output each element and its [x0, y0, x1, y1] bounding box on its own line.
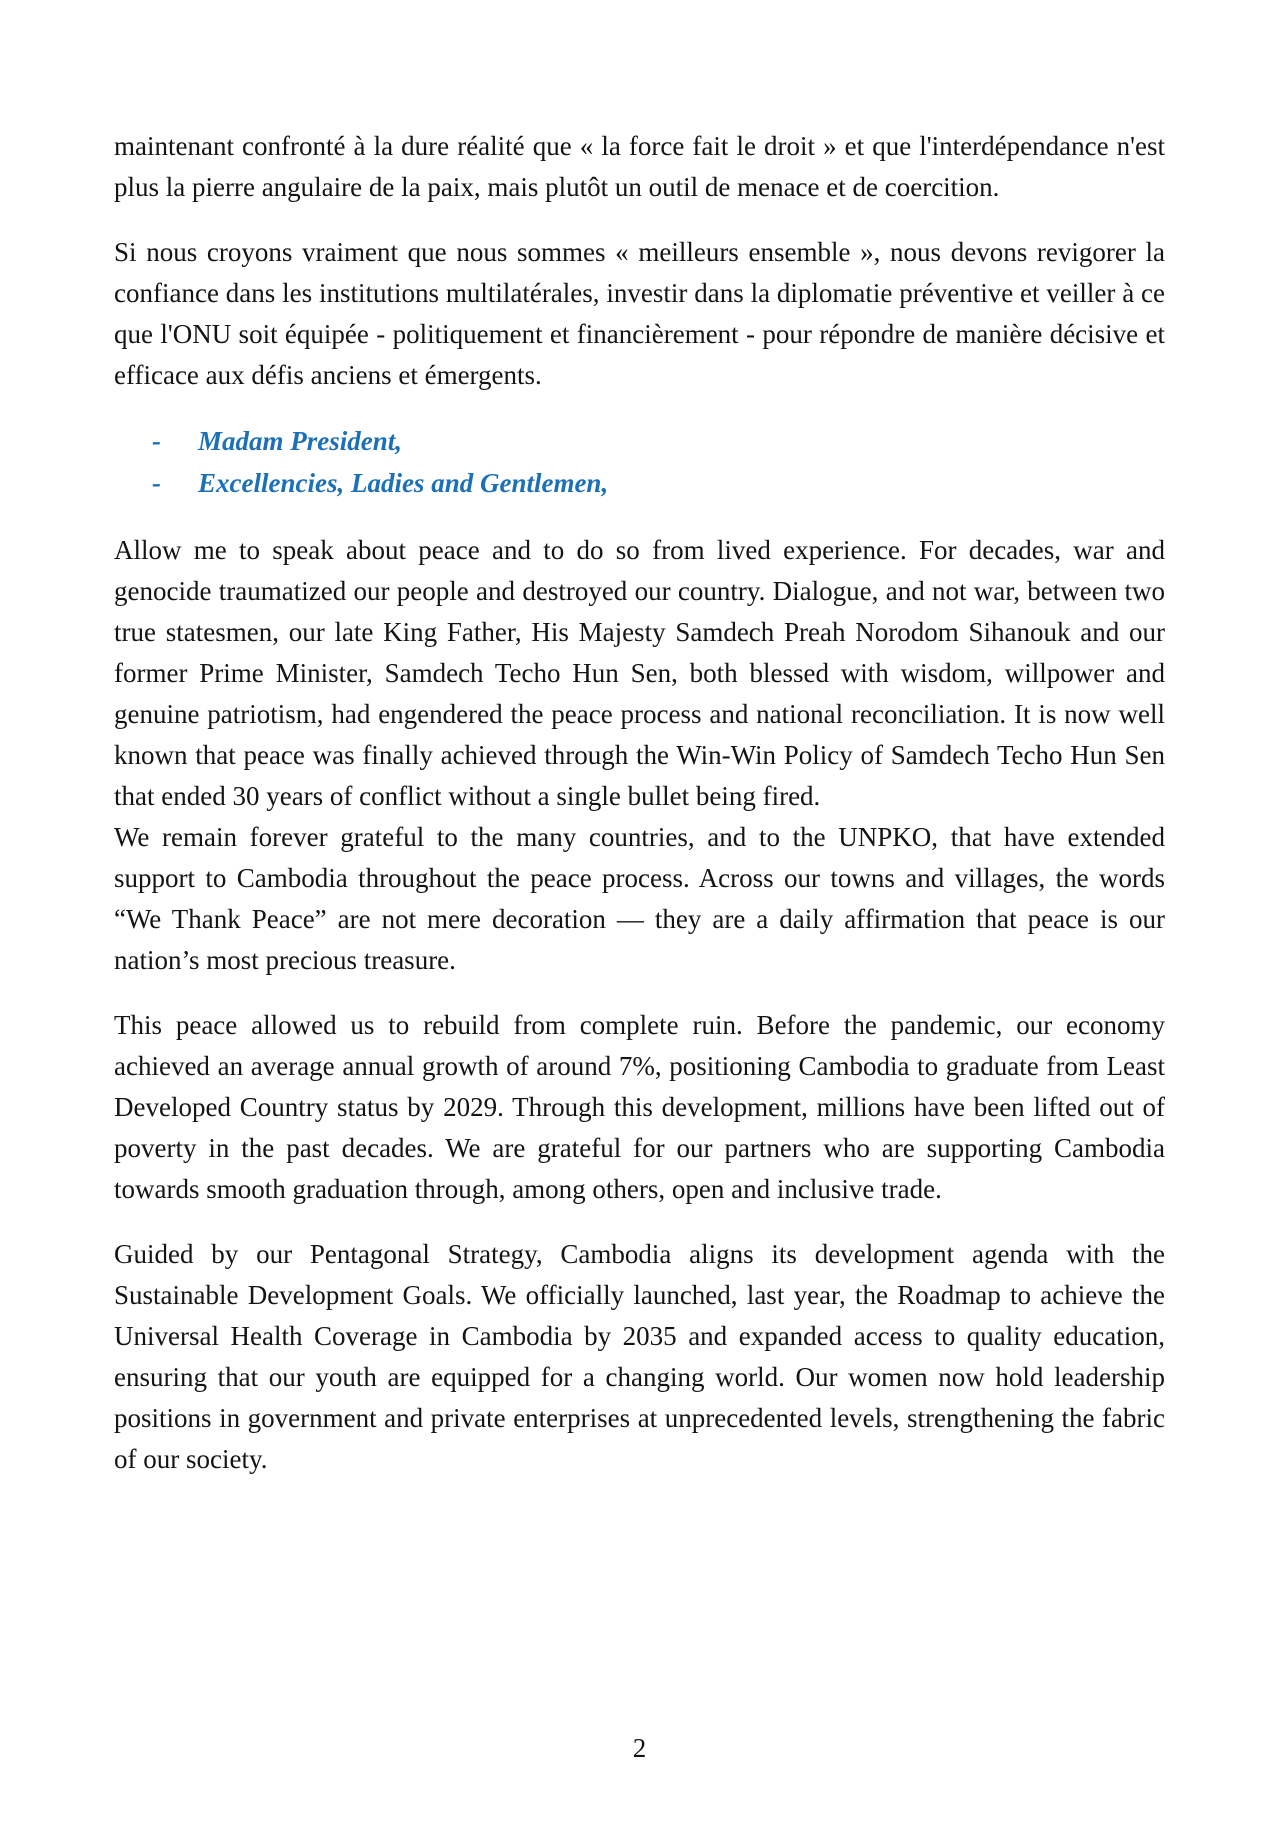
list-dash: - [152, 426, 161, 456]
paragraph-peace-lived-experience: Allow me to speak about peace and to do so from lived experience. For decades, war and genocide traumatized our people and destroyed our country. Dialogue, and not war, between two true statesmen, our late King Father, His Majesty Samdech Preah Norodom Sihanouk and our former Prime Minister, Samdech Techo Hun Sen, both blessed with wisdom, willpower and genuine patriotism, had engendered the peace process and national reconciliation. It is now well known that peace was finally achieved through the Win-Win Policy of Samdech Techo Hun Sen that ended 30 years of conflict without a single bullet being fired. [114, 535, 1165, 811]
page-number: 2 [632, 1733, 647, 1763]
salutation-text: Madam President, [198, 426, 403, 456]
salutation-madam-president [152, 420, 1165, 462]
salutation-excellencies [152, 462, 1165, 504]
salutation-list [114, 420, 1165, 504]
list-dash: - [152, 468, 161, 498]
paragraph-french-multilateralism: Si nous croyons vraiment que nous sommes « meilleurs ensemble », nous devons revigorer la confiance dans les institutions multilatérales, investir dans la diplomatie préventive et veiller à ce que l'ONU soit équipée - politiquement et financièrement - pour répondre de manière décisive et efficace aux défis anciens et émergents. [114, 237, 1165, 390]
salutation-text: Excellencies, Ladies and Gentlemen, [198, 468, 609, 498]
paragraph-grateful-unpko: We remain forever grateful to the many countries, and to the UNPKO, that have extended support to Cambodia throughout the peace process. Across our towns and villages, the words “We Thank Peace” are not mere decoration — they are a daily affirmation that peace is our nation’s most precious treasure. [114, 822, 1165, 975]
paragraph-economy-rebuild: This peace allowed us to rebuild from complete ruin. Before the pandemic, our economy achieved an average annual growth of around 7%, positioning Cambodia to graduate from Least Developed Country status by 2029. Through this development, millions have been lifted out of poverty in the past decades. We are grateful for our partners who are supporting Cambodia towards smooth graduation through, among others, open and inclusive trade. [114, 1010, 1165, 1204]
paragraph-french-continuation: maintenant confronté à la dure réalité que « la force fait le droit » et que l'interdépendance n'est plus la pierre angulaire de la paix, mais plutôt un outil de menace et de coercition. [114, 131, 1165, 202]
paragraph-pentagonal-strategy: Guided by our Pentagonal Strategy, Cambodia aligns its development agenda with the Sustainable Development Goals. We officially launched, last year, the Roadmap to achieve the Universal Health Coverage in Cambodia by 2035 and expanded access to quality education, ensuring that our youth are equipped for a changing world. Our women now hold leadership positions in government and private enterprises at unprecedented levels, strengthening the fabric of our society. [114, 1239, 1165, 1474]
